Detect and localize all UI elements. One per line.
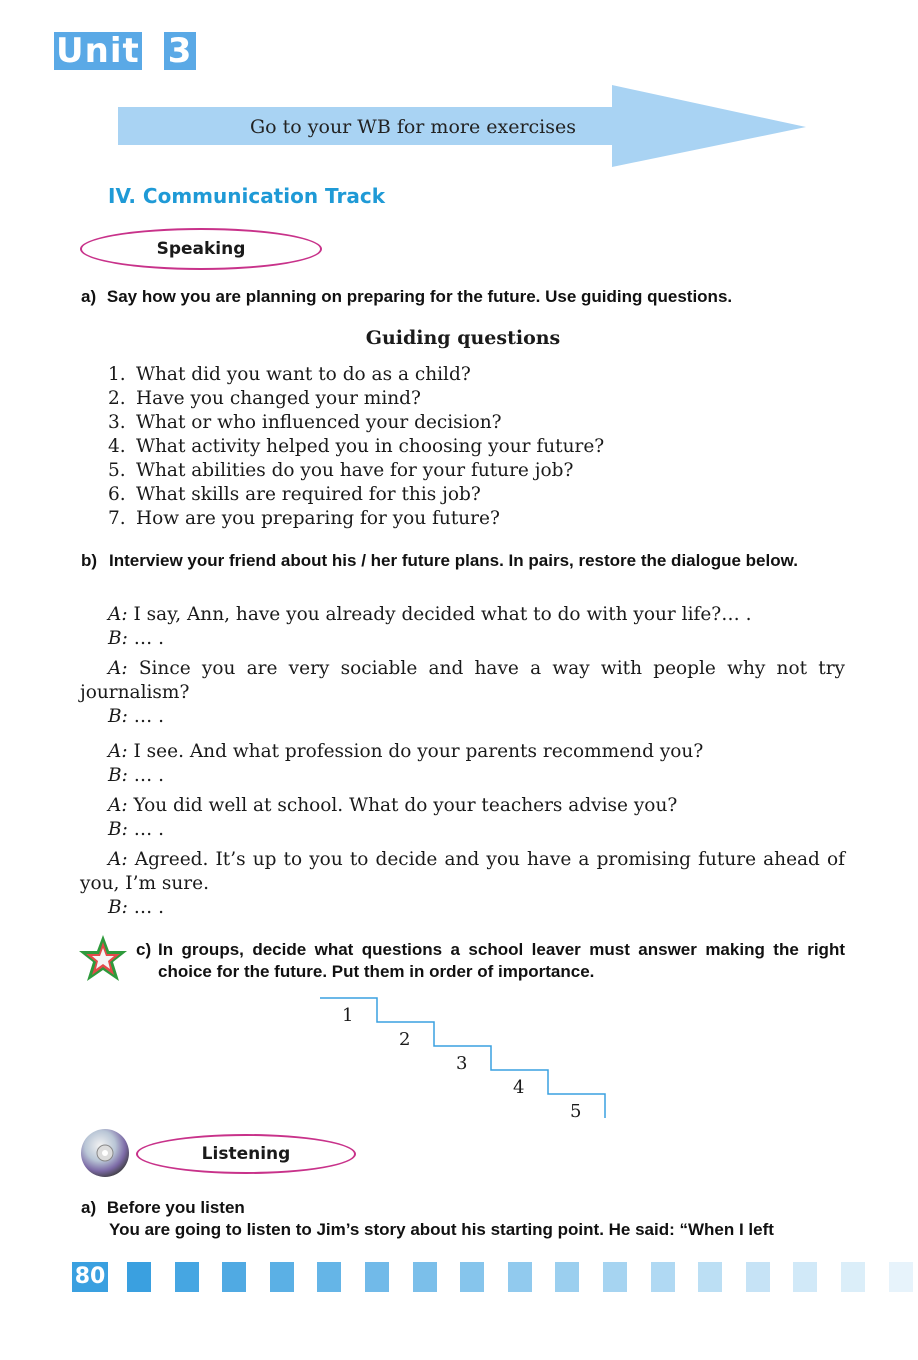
footer-square	[841, 1262, 865, 1292]
task-b-text: Interview your friend about his / her future plans. In pairs, restore the dialogue below.	[109, 551, 798, 570]
footer-square	[222, 1262, 246, 1292]
dialogue-line-a: A: I see. And what profession do your parents recommend you?	[108, 741, 704, 762]
guiding-questions-heading: Guiding questions	[365, 327, 561, 349]
footer-square	[317, 1262, 341, 1292]
banner-text: Go to your WB for more exercises	[250, 116, 576, 138]
dialogue-line-b: B: … .	[108, 765, 164, 786]
speaking-task-a	[81, 287, 851, 307]
star-icon	[78, 934, 128, 984]
question-item: 6. What skills are required for this job?	[108, 484, 481, 505]
speaking-oval	[80, 228, 322, 270]
question-item: 3. What or who influenced your decision?	[108, 412, 502, 433]
speaking-label: Speaking	[156, 239, 246, 259]
footer-square	[127, 1262, 151, 1292]
listening-task-a-title: Before you listen	[106, 1198, 245, 1217]
footer-square	[603, 1262, 627, 1292]
dialogue-line-b: B: … .	[108, 897, 164, 918]
question-item: 7. How are you preparing for you future?	[108, 508, 500, 529]
step-number: 3	[456, 1053, 468, 1074]
task-a-letter: a)	[81, 287, 97, 306]
footer-square	[889, 1262, 913, 1292]
question-item: 4. What activity helped you in choosing your future?	[108, 436, 605, 457]
dialogue-line-b: B: … .	[108, 706, 164, 727]
footer-square	[698, 1262, 722, 1292]
dialogue-line-b: B: … .	[108, 628, 164, 649]
footer-square	[651, 1262, 675, 1292]
footer-square	[460, 1262, 484, 1292]
listening-label: Listening	[201, 1144, 291, 1164]
step-number: 4	[513, 1077, 525, 1098]
task-c-letter: c)	[136, 940, 152, 959]
footer-square	[365, 1262, 389, 1292]
speaking-task-b	[81, 550, 845, 572]
footer-square	[175, 1262, 199, 1292]
dialogue-line-a: A: You did well at school. What do your teachers advise you?	[108, 795, 678, 816]
speaking-task-c	[136, 939, 845, 983]
dialogue-line-b: B: … .	[108, 819, 164, 840]
unit-number: 3	[164, 32, 197, 70]
dialogue-line-a: A: Since you are very sociable and have a way with people why not try journalism?	[80, 658, 846, 703]
listening-task-a-letter: a)	[81, 1198, 97, 1217]
step-number: 1	[342, 1005, 354, 1026]
listening-task-a	[81, 1197, 851, 1241]
page-number: 80	[72, 1262, 108, 1292]
step-number: 5	[570, 1101, 582, 1122]
step-number: 2	[399, 1029, 411, 1050]
footer-square	[270, 1262, 294, 1292]
task-b-letter: b)	[81, 551, 98, 570]
question-item: 1. What did you want to do as a child?	[108, 364, 471, 385]
cd-icon	[80, 1128, 130, 1178]
footer-square	[508, 1262, 532, 1292]
question-item: 5. What abilities do you have for your future job?	[108, 460, 574, 481]
dialogue-line-a: A: Agreed. It’s up to you to decide and you have a promising future ahead of you, I’m sure.	[80, 849, 845, 894]
footer-square	[793, 1262, 817, 1292]
task-c-text: In groups, decide what questions a school leaver must answer making the right choice for the future. Put them in order of importance.	[158, 940, 845, 981]
footer-square	[746, 1262, 770, 1292]
listening-oval	[136, 1134, 356, 1174]
question-item: 2. Have you changed your mind?	[108, 388, 421, 409]
task-a-text: Say how you are planning on preparing for the future. Use guiding questions.	[106, 287, 733, 306]
listening-task-a-text: You are going to listen to Jim’s story about his starting point. He said: “When I left	[109, 1220, 774, 1239]
footer-square	[555, 1262, 579, 1292]
unit-badge	[54, 32, 196, 70]
footer-square	[413, 1262, 437, 1292]
dialogue-line-a: A: I say, Ann, have you already decided what to do with your life?… .	[108, 604, 752, 625]
section-title: IV. Communication Track	[108, 184, 386, 208]
unit-word: Unit	[56, 31, 140, 71]
